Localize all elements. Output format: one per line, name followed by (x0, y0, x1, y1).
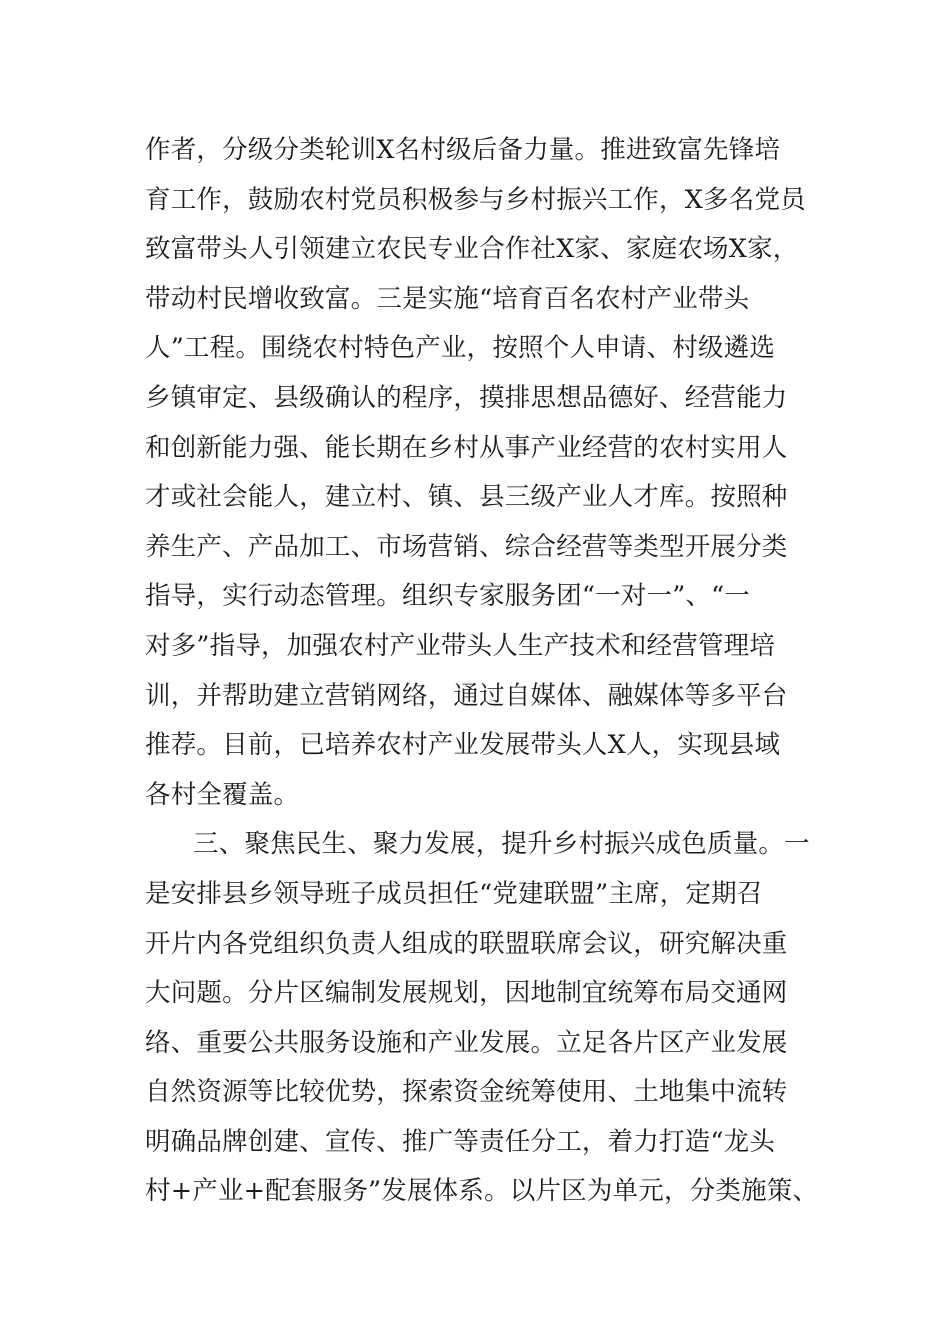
text-line: 对多”指导，加强农村产业带头人生产技术和经营管理培 (145, 630, 776, 661)
text-line: 带动村民增收致富。三是实施“培育百名农村产业带头 (145, 283, 750, 314)
paragraph-start-line: 三、聚焦民生、聚力发展，提升乡村振兴成色质量。一 (193, 829, 810, 860)
text-line: 明确品牌创建、宣传、推广等责任分工，着力打造“龙头 (145, 1126, 776, 1157)
text-line: 络、重要公共服务设施和产业发展。立足各片区产业发展 (145, 1027, 788, 1058)
text-line: 村+产业+配套服务”发展体系。以片区为单元，分类施策、 (145, 1176, 819, 1207)
text-line: 推荐。目前，已培养农村产业发展带头人X人，实现县域 (145, 730, 781, 761)
text-line: 开片内各党组织负责人组成的联盟联席会议，研究解决重 (145, 928, 788, 959)
body-text (145, 126, 835, 1217)
text-line: 大问题。分片区编制发展规划，因地制宜统筹布局交通网 (145, 978, 788, 1009)
text-line: 和创新能力强、能长期在乡村从事产业经营的农村实用人 (145, 432, 788, 463)
text-line: 才或社会能人，建立村、镇、县三级产业人才库。按照种 (145, 482, 788, 513)
text-line: 人”工程。围绕农村特色产业，按照个人申请、村级遴选 (145, 333, 776, 364)
text-line: 指导，实行动态管理。组织专家服务团“一对一”、“一 (145, 581, 751, 612)
text-line: 乡镇审定、县级确认的程序，摸排思想品德好、经营能力 (145, 382, 788, 413)
text-line: 作者，分级分类轮训X名村级后备力量。推进致富先锋培 (145, 135, 781, 165)
text-line: 训，并帮助建立营销网络，通过自媒体、融媒体等多平台 (145, 680, 788, 711)
text-line: 各村全覆盖。 (145, 779, 300, 810)
text-line: 致富带头人引领建立农民专业合作社X家、家庭农场X家， (145, 234, 799, 265)
text-line: 育工作，鼓励农村党员积极参与乡村振兴工作，X多名党员 (145, 184, 806, 215)
text-line: 自然资源等比较优势，探索资金统筹使用、土地集中流转 (145, 1077, 788, 1108)
text-line: 养生产、产品加工、市场营销、综合经营等类型开展分类 (145, 531, 788, 562)
text-line: 是安排县乡领导班子成员担任“党建联盟”主席，定期召 (145, 878, 763, 909)
